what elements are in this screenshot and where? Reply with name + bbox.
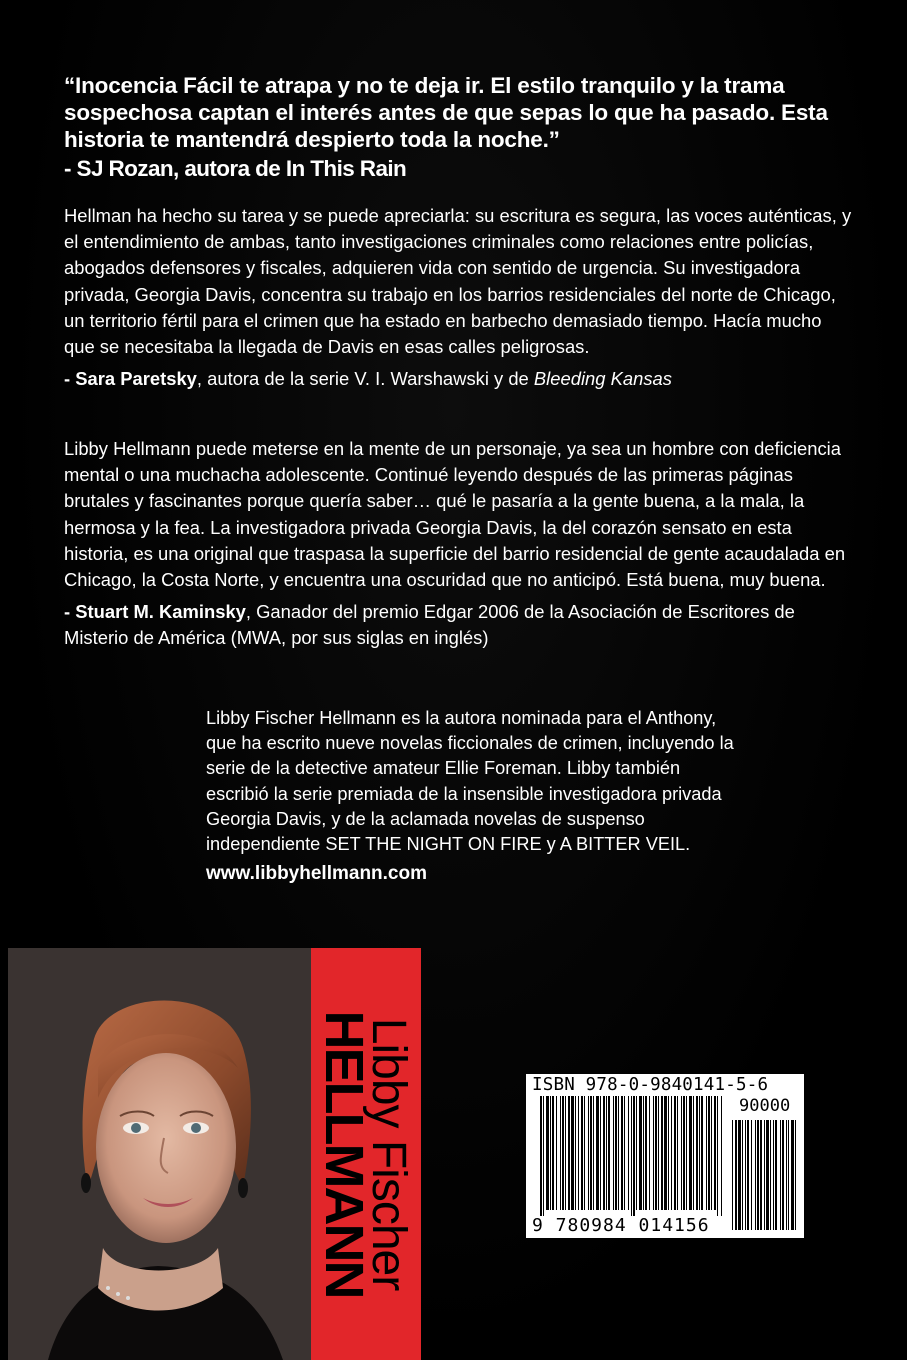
review-paretsky: [64, 203, 854, 392]
review-author: - Sara Paretsky: [64, 368, 197, 390]
addon-bar: [795, 1120, 796, 1230]
barcode-bar: [708, 1096, 710, 1210]
barcode-bar: [653, 1096, 654, 1210]
barcode-bar: [636, 1096, 637, 1210]
barcode-bar: [600, 1096, 601, 1210]
addon-bar: [757, 1120, 759, 1230]
barcode-bar: [721, 1096, 722, 1216]
barcode-bar: [543, 1096, 544, 1216]
review-credit: , autora de la serie V. I. Warshawski y de: [196, 368, 534, 390]
addon-bar: [732, 1120, 733, 1230]
barcode-bar: [603, 1096, 605, 1210]
barcode-bar: [633, 1096, 635, 1216]
barcode-bar: [540, 1096, 542, 1216]
addon-bar: [782, 1120, 784, 1230]
review-text: Libby Hellmann puede meterse en la mente de un personaje, ya sea un hombre con deficiencia mental o una muchacha adolescente. Continué leyendo después de las primeras páginas brutales y fascinantes porque quería saber… qué le pasaría a la gente buena, a la mala, la hermosa y la fea. La investigadora privada Georgia Davis, la del corazón sensato en esta historia, es una original que traspasa la superficie del barrio residencial de gente acaudalada en Chicago, la Costa Norte, y encuentra una oscuridad que no anticipó. Está buena, muy buena.: [64, 438, 846, 591]
barcode-bar: [628, 1096, 629, 1210]
barcode-bar: [608, 1096, 610, 1210]
barcode-bar: [590, 1096, 592, 1210]
review-credit: , Ganador del premio Edgar 2006 de la Asociación de Escritores de Misterio de América (MWA, por sus siglas en inglés): [64, 601, 795, 649]
barcode-bar: [552, 1096, 554, 1210]
author-name-band: [311, 948, 421, 1360]
author-first-name: Libby Fischer: [362, 1017, 415, 1291]
barcode-bar: [717, 1096, 718, 1216]
barcode-bar: [689, 1096, 692, 1210]
addon-bar: [747, 1120, 749, 1230]
barcode-bar: [643, 1096, 644, 1210]
barcode-bar: [649, 1096, 650, 1210]
barcode-bar: [693, 1096, 694, 1210]
addon-bar: [735, 1120, 737, 1230]
barcode-bar: [677, 1096, 678, 1210]
barcode-bar: [546, 1096, 549, 1210]
quote-text: “Inocencia Fácil te atrapa y no te deja ir. El estilo tranquilo y la trama sospechosa captan el interés antes de que sepas lo que ha pasado. Esta historia te mantendrá despierto toda la noche.”: [64, 73, 828, 152]
bio-text: Libby Fischer Hellmann es la autora nominada para el Anthony, que ha escrito nueve novelas ficcionales de crimen, incluyendo la serie de la detective amateur Ellie Foreman. Libby también escribió la serie premiada de la insensible investigadora privada Georgia Davis, y de la aclamada novelas de suspenso independiente SET THE NIGHT ON FIRE y A BITTER VEIL.: [206, 708, 734, 855]
addon-bar: [773, 1120, 774, 1230]
addon-bar: [786, 1120, 787, 1230]
barcode-bar: [578, 1096, 579, 1210]
featured-quote: [64, 72, 854, 182]
barcode-bar: [696, 1096, 698, 1210]
barcode-bar: [639, 1096, 642, 1210]
author-portrait-illustration: [8, 948, 311, 1360]
barcode-bar: [674, 1096, 676, 1210]
addon-bar: [738, 1120, 741, 1230]
barcode-bar: [621, 1096, 623, 1210]
barcode-bar: [655, 1096, 657, 1210]
review-source: [64, 366, 854, 392]
review-author: - Stuart M. Kaminsky: [64, 601, 246, 623]
author-photo: [8, 948, 311, 1360]
author-name-vertical: [314, 1010, 415, 1298]
barcode-bar: [596, 1096, 599, 1210]
barcode-bar: [658, 1096, 659, 1210]
barcode-bar: [550, 1096, 551, 1210]
author-last-name: HELLMANN: [314, 1010, 374, 1298]
barcode-bar: [668, 1096, 669, 1210]
addon-bar: [788, 1120, 789, 1230]
addon-bar: [780, 1120, 781, 1230]
author-website-link[interactable]: www.libbyhellmann.com: [206, 863, 427, 885]
addon-bar: [745, 1120, 746, 1230]
quote-attribution: - SJ Rozan, autora de In This Rain: [64, 156, 407, 181]
review-text: Hellman ha hecho su tarea y se puede apreciarla: su escritura es segura, las voces auténticas, y el entendimiento de ambas, tanto investigaciones criminales como relaciones entre policías, abogados defensores y fiscales, adquieren vida con sentido de urgencia. Su investigadora privada, Georgia Davis, concentra su trabajo en los barrios residenciales del norte de Chicago, un territorio fértil para el crimen que ha estado en barbecho demasiado tiempo. Hacía mucho que se necesitaba la llegada de Davis en esas calles peligrosas.: [64, 205, 852, 358]
price-addon-code: 90000: [739, 1096, 791, 1116]
isbn-number: ISBN 978-0-9840141-5-6: [532, 1075, 769, 1095]
addon-bar: [775, 1120, 777, 1230]
barcode-bar: [568, 1096, 570, 1210]
barcode-bar: [584, 1096, 585, 1210]
barcode-bar: [671, 1096, 672, 1210]
barcode-bar: [562, 1096, 564, 1210]
barcode-bar: [560, 1096, 561, 1210]
barcode-bar: [575, 1096, 576, 1210]
barcode-bar: [645, 1096, 647, 1210]
addon-bar: [755, 1120, 756, 1230]
review-book-title: Bleeding Kansas: [533, 368, 672, 390]
barcode-bar: [664, 1096, 667, 1210]
author-bio: [206, 706, 746, 886]
barcode-bar: [606, 1096, 607, 1210]
barcode-bar: [661, 1096, 663, 1210]
addon-bar: [770, 1120, 771, 1230]
barcode-bar: [711, 1096, 712, 1210]
addon-bar: [760, 1120, 762, 1230]
barcode-bar: [615, 1096, 617, 1210]
addon-bar: [751, 1120, 752, 1230]
barcode-digits: 9 780984 014156: [532, 1215, 710, 1236]
barcode-bar: [701, 1096, 703, 1210]
barcode-bar: [681, 1096, 682, 1210]
addon-bar: [764, 1120, 765, 1230]
barcode-bar: [706, 1096, 707, 1210]
barcode-bar: [686, 1096, 687, 1210]
barcode-bar: [588, 1096, 589, 1210]
review-source: [64, 599, 854, 651]
addon-bar: [766, 1120, 769, 1230]
barcode-bar: [631, 1096, 632, 1216]
barcode-bar: [593, 1096, 594, 1210]
barcode-bar: [699, 1096, 700, 1210]
barcode-bar: [556, 1096, 557, 1210]
addon-bar: [742, 1120, 743, 1230]
barcode-bar: [571, 1096, 574, 1210]
barcode-bar: [618, 1096, 619, 1210]
review-kaminsky: [64, 436, 854, 652]
barcode-bar: [624, 1096, 625, 1210]
barcode-bar: [613, 1096, 614, 1210]
addon-bar: [791, 1120, 794, 1230]
barcode-bar: [565, 1096, 566, 1210]
barcode-bars: [526, 1074, 804, 1238]
barcode-bar: [581, 1096, 583, 1210]
barcode-bar: [683, 1096, 685, 1210]
barcode-bar: [714, 1096, 716, 1210]
isbn-barcode: [526, 1074, 804, 1238]
